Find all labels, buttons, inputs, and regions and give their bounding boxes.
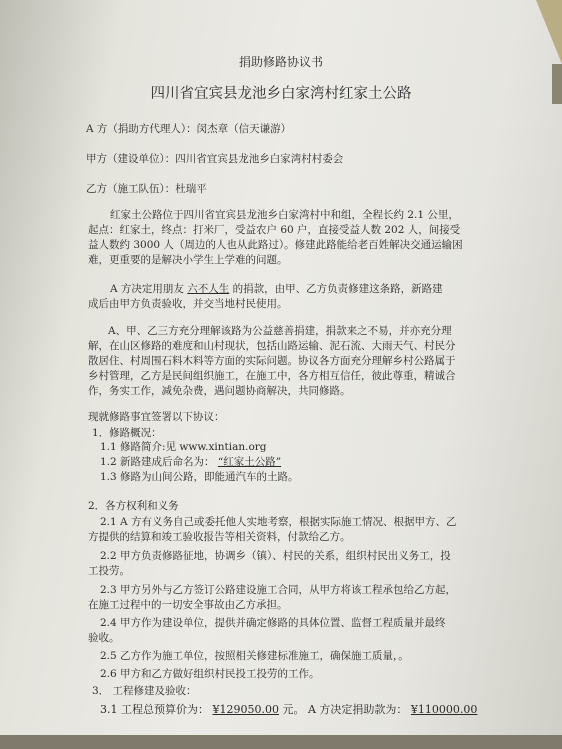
para3-line: 作，务实工作，减免杂费，遇问题协商解决，共同修路。 [88,385,351,397]
doc-title: 捐助修路协议书 [238,55,323,69]
section2-line: 在施工过程中的一切安全事故由乙方承担。 [88,599,288,611]
section2-line: 2.2 甲方负责修路征地，协调乡（镇）、村民的关系，组织村民出义务工，投 [100,550,451,562]
section1-item: 1.1 修路简介:见 www.xintian.org [100,441,267,453]
doc-subtitle: 四川省宜宾县龙池乡白家湾村红家土公路 [150,86,412,102]
page-corner [536,0,562,64]
para3-line: A、甲、乙三方充分理解该路为公益慈善捐建，捐款来之不易，并亦充分理 [108,325,452,337]
party-a: A 方（捐助方代理人）：闵杰章（信天谦游） [86,123,292,135]
budget-amount: ¥129050.00 [212,703,279,716]
section1-item [100,456,281,469]
para1-line: 起点：红家土，终点：打米厂，受益农户 60 户，直接受益人数 202 人，间接受 [88,224,461,236]
section1-item: 1.3 修路为山间公路，即能通汽车的土路。 [100,471,299,483]
section2-line: 2.4 甲方作为建设单位，提供并确定修路的具体位置、监督工程质量并最终 [100,617,446,629]
section2-line: 方提供的结算和竣工验收报告等相关资料，付款给乙方。 [88,531,351,543]
para2-line1 [110,283,443,296]
intro-line: 现就修路事宜签署以下协议： [88,411,225,423]
para3-line: 解，在山区修路的难度和山村现状，包括山路运输、泥石流、大雨天气、村民分 [88,340,456,352]
donation-label: 元。 A 方决定捐助款为： [282,703,408,716]
section2-line: 2.6 甲方和乙方做好组织村民投工投劳的工作。 [100,668,320,680]
para2-post: 的捐款，由甲、乙方负责修建这条路，新路建 [232,283,443,295]
para2-pre: A 方决定用朋友 [110,283,184,295]
road-name: “红家土公路” [217,456,282,468]
party-yi: 乙方（施工队伍）：杜瑞平 [86,183,207,195]
party-jia: 甲方（建设单位）：四川省宜宾县龙池乡白家湾村村委会 [86,153,344,165]
section2-line: 2.1 A 方有义务自己或委托他人实地考察，根据实际施工情况、根据甲方、乙 [100,516,457,528]
section2-line: 2.5 乙方作为施工单位，按照相关修建标准施工，确保施工质量，。 [100,650,409,662]
para2-line2: 成后由甲方负责验收，并交当地村民使用。 [88,298,288,310]
section2-line: 工投劳。 [88,565,130,577]
section2-heading: 2．各方权利和义务 [88,500,179,512]
section2-line: 2.3 甲方另外与乙方签订公路建设施工合同，从甲方将该工程承包给乙方起， [100,584,457,596]
para1-line: 益人数约 3000 人（周边的人也从此路过）。修建此路能给老百姓解决交通运输困 [88,239,463,251]
para3-line: 乡村管理，乙方是民间组织施工，在施工中，各方相互信任，彼此尊重，精诚合 [88,370,456,382]
para1-line: 难，更重要的是解决小学生上学难的问题。 [88,254,288,266]
section1-heading: 1．修路概况： [92,427,162,439]
section2-line: 验收。 [88,632,120,644]
budget-line [100,703,477,716]
section3-heading: 3． 工程修建及验收： [92,685,197,697]
para3-line: 散居住、村周围石料木料等方面的实际问题。协议各方面充分理解乡村公路属于 [88,355,456,367]
donation-amount: ¥110000.00 [410,703,478,716]
road-name-label: 1.2 新路建成后命名为： [100,456,215,468]
friend-name: 六不人生 [187,283,230,295]
budget-label: 3.1 工程总预算价为： [100,703,209,716]
para1-line: 红家土公路位于四川省宜宾县龙池乡白家湾村中和组，全程长约 2.1 公里， [110,209,459,221]
page-bottom-edge [0,735,562,749]
